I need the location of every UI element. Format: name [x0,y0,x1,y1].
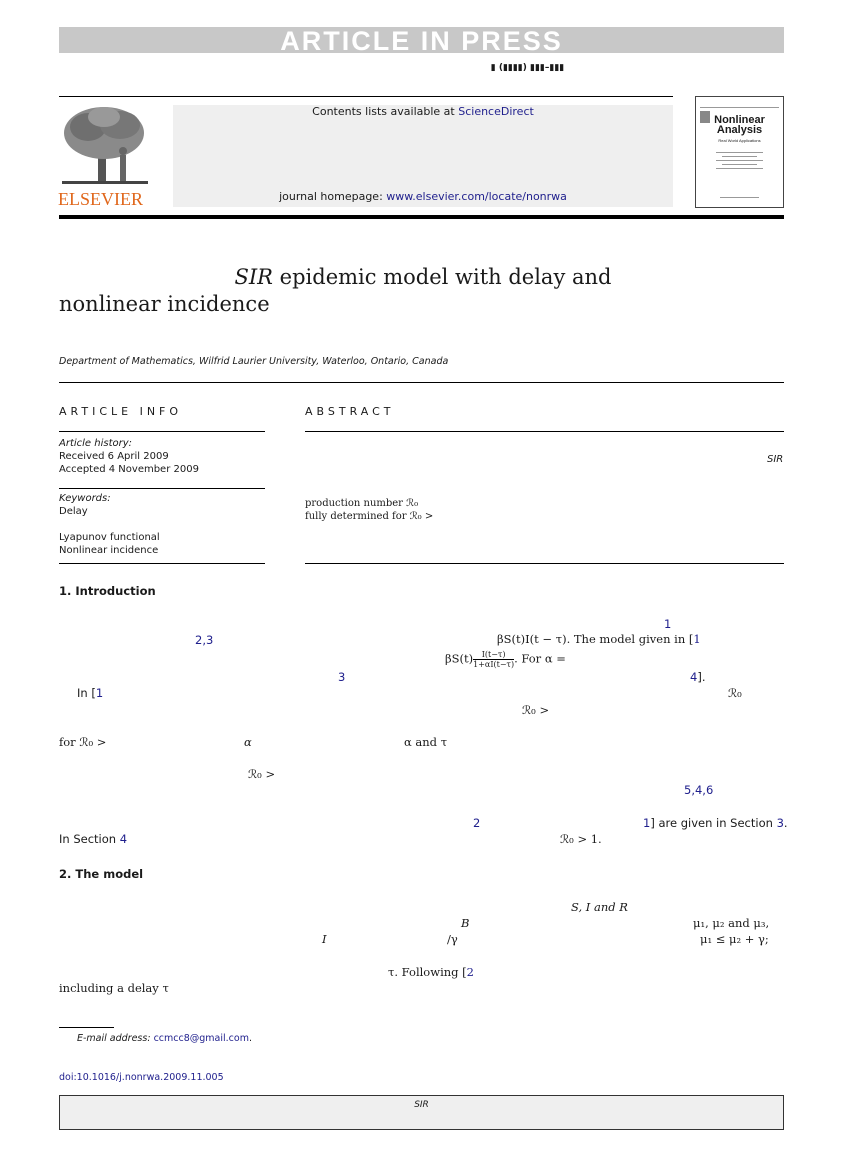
in-section-4 [59,832,127,846]
ref-2-3[interactable]: 2,3 [195,633,214,647]
ref-2b[interactable]: 2 [466,965,474,979]
section-2-heading: 2. The model [59,867,144,881]
keyword-nonlinear: Nonlinear incidence [59,545,159,556]
fraction-numerator: I(t−τ) [473,650,514,660]
tau-following-text: τ. Following [ [388,965,467,979]
fraction-denominator: 1+αI(t−τ) [473,660,515,669]
delay-line: including a delay τ [59,981,169,995]
footnote [77,1033,252,1044]
ref-4[interactable]: 4 [690,670,698,684]
abstract-sir: SIR [767,454,784,465]
sciencedirect-link[interactable]: ScienceDirect [458,105,534,118]
cover-text-block [716,149,763,177]
incidence-fraction [473,650,514,669]
alpha-and-tau: α and τ [404,735,448,749]
model-B: B [461,916,470,930]
journal-cover [695,96,784,208]
intro-formula-1 [497,632,701,646]
elsevier-wordmark: ELSEVIER [58,189,143,209]
article-title-line-1 [0,265,846,289]
keyword-delay: Delay [59,506,88,517]
abstract-line-1: production number ℛ₀ [305,498,419,509]
ref-2a[interactable]: 2 [473,816,481,830]
intro-formula-2 [445,650,566,669]
info-top-rule [59,382,784,383]
email-label: E-mail address: [77,1033,151,1044]
abstract-bottom-rule [305,563,784,564]
article-title-line-2: nonlinear incidence [59,292,270,316]
article-history [59,437,199,476]
email-link[interactable]: ccmcc8@gmail.com [153,1033,249,1044]
history-label: Article history: [59,438,133,449]
for-alpha: . For α = [514,651,566,666]
article-info-rule [59,431,265,432]
homepage-link[interactable]: www.elsevier.com/locate/nonrwa [386,190,567,203]
section-3-link[interactable]: 3 [776,816,784,830]
over-gamma: /γ [447,932,458,946]
header-bottom-rule [59,215,784,219]
footer-sir: SIR [414,1100,429,1110]
article-info-heading: ARTICLE INFO [59,405,183,418]
accepted-date: Accepted 4 November 2009 [59,464,199,475]
cover-subtitle: Real World Applications [718,138,761,143]
sir-vars: S, I and R [571,900,628,914]
contents-prefix: Contents lists available at [312,105,455,118]
r0-a: ℛ₀ [728,686,742,700]
cover-title-2: Analysis [716,124,763,136]
keywords-label: Keywords: [59,493,111,504]
formula-1-text: βS(t)I(t − τ). The model given in [ [497,632,694,646]
homepage-line [173,190,673,203]
article-in-press-banner: ARTICLE IN PRESS [59,27,784,53]
r0-final: ℛ₀ > 1. [560,832,602,846]
keywords-rule [59,488,265,489]
cover-title-1: Nonlinear [714,114,765,126]
contents-line [173,105,673,118]
in-section-text: In Section [59,832,117,846]
keyword-lyapunov: Lyapunov functional [59,532,160,543]
header-top-rule [59,96,673,97]
ref-1d[interactable]: 1 [643,816,651,830]
given-in-section: 1] are given in Section 3. [643,816,788,830]
ref-4-tail: ]. [697,670,706,684]
ref-1c[interactable]: 1 [95,686,104,700]
elsevier-tree-icon [58,105,152,187]
r0-c: ℛ₀ > [248,767,276,781]
doi-link[interactable]: doi:10.1016/j.nonrwa.2009.11.005 [59,1072,224,1083]
ref-3[interactable]: 3 [338,670,346,684]
homepage-prefix: journal homepage: [279,190,383,203]
title-line1-rest: epidemic model with delay and [273,265,612,289]
footnote-rule [59,1027,114,1028]
abstract-heading: ABSTRACT [305,405,395,418]
citation-footer-box [59,1095,784,1130]
elsevier-logo [58,105,152,207]
cover-footer-line [720,197,759,198]
given-in-text: ] are given in Section [650,816,773,830]
received-date: Received 6 April 2009 [59,451,169,462]
section-4-link[interactable]: 4 [119,832,128,846]
abstract-text [305,497,433,523]
ref-1[interactable]: 1 [664,617,672,631]
intro-in-ref [77,686,103,700]
r0-b: ℛ₀ > [522,703,550,717]
tau-following [388,965,474,979]
mu-list: μ₁, μ₂ and μ₃, [693,916,770,930]
section-1-heading: 1. Introduction [59,584,156,598]
for-r0: for ℛ₀ > [59,735,107,749]
footnote-end: . [248,1033,252,1044]
ref-1b[interactable]: 1 [693,632,701,646]
keywords-block [59,492,160,557]
in-ref-text: In [ [77,686,96,700]
article-info-bottom-rule [59,563,265,564]
ref-4-wrap [690,670,705,684]
model-I: I [322,932,327,946]
mu-inequality: μ₁ ≤ μ₂ + γ; [700,932,769,946]
issue-line: ▮ (▮▮▮▮) ▮▮▮–▮▮▮ [490,63,565,73]
abstract-line-2: fully determined for ℛ₀ > [305,511,434,522]
ref-5-4-6[interactable]: 5,4,6 [684,783,714,797]
formula-2-beta: βS(t) [445,651,474,666]
title-sir: SIR [234,265,273,289]
alpha-symbol: α [244,735,252,749]
cover-top-strip [700,101,779,108]
affiliation: Department of Mathematics, Wilfrid Laurier University, Waterloo, Ontario, Canada [59,356,449,367]
abstract-rule [305,431,784,432]
